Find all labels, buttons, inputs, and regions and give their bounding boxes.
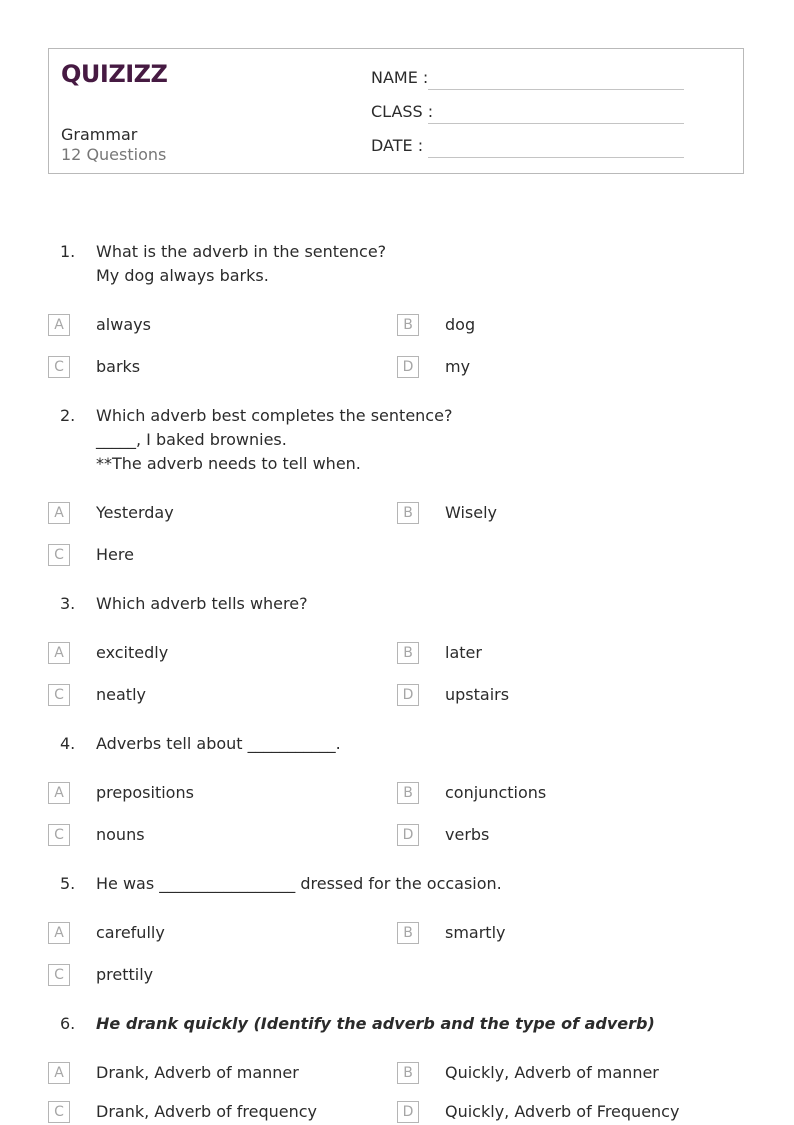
option-letter: B <box>397 1062 419 1084</box>
question-count: 12 Questions <box>61 145 167 164</box>
option-text: prepositions <box>96 783 194 802</box>
date-label: DATE : <box>371 136 424 155</box>
option-letter: B <box>397 642 419 664</box>
option-text: prettily <box>96 965 154 984</box>
option-letter: C <box>48 964 70 986</box>
option-text: Yesterday <box>96 503 174 522</box>
option-letter: A <box>48 502 70 524</box>
option-text: smartly <box>445 923 506 942</box>
option-letter: D <box>397 1101 419 1123</box>
question-text: **The adverb needs to tell when. <box>96 454 361 473</box>
option-letter: A <box>48 782 70 804</box>
option-text: barks <box>96 357 141 376</box>
quizizz-logo: QUIZIZZ <box>61 60 168 88</box>
name-line[interactable] <box>428 89 684 90</box>
option-text: verbs <box>445 825 490 844</box>
option-text: Drank, Adverb of manner <box>96 1063 299 1082</box>
question-number: 2. <box>60 406 76 425</box>
question-number: 4. <box>60 734 76 753</box>
question-text: My dog always barks. <box>96 266 269 285</box>
option-text: neatly <box>96 685 146 704</box>
option-letter: C <box>48 824 70 846</box>
option-text: conjunctions <box>445 783 547 802</box>
question-number: 3. <box>60 594 76 613</box>
name-label: NAME : <box>371 68 429 87</box>
question-number: 1. <box>60 242 76 261</box>
option-text: nouns <box>96 825 145 844</box>
question-number: 6. <box>60 1014 76 1033</box>
date-line[interactable] <box>428 157 684 158</box>
worksheet-title: Grammar <box>61 125 138 144</box>
option-text: later <box>445 643 482 662</box>
question-text: He was _________________ dressed for the occasion. <box>96 874 502 893</box>
question-text: Which adverb best completes the sentence? <box>96 406 453 425</box>
question-number: 5. <box>60 874 76 893</box>
option-text: excitedly <box>96 643 169 662</box>
option-text: my <box>445 357 471 376</box>
question-text: _____, I baked brownies. <box>96 430 287 449</box>
option-text: Drank, Adverb of frequency <box>96 1102 317 1121</box>
option-letter: D <box>397 684 419 706</box>
option-text: Quickly, Adverb of manner <box>445 1063 659 1082</box>
option-text: Wisely <box>445 503 498 522</box>
question-text: What is the adverb in the sentence? <box>96 242 387 261</box>
option-text: always <box>96 315 151 334</box>
option-letter: A <box>48 922 70 944</box>
option-letter: D <box>397 824 419 846</box>
class-line[interactable] <box>428 123 684 124</box>
class-label: CLASS : <box>371 102 434 121</box>
option-letter: D <box>397 356 419 378</box>
option-letter: B <box>397 922 419 944</box>
question-text: He drank quickly (Identify the adverb and the type of adverb) <box>96 1014 655 1033</box>
option-letter: A <box>48 642 70 664</box>
option-letter: B <box>397 502 419 524</box>
option-text: Quickly, Adverb of Frequency <box>445 1102 680 1121</box>
option-text: dog <box>445 315 476 334</box>
question-text: Which adverb tells where? <box>96 594 308 613</box>
option-letter: A <box>48 314 70 336</box>
option-letter: C <box>48 684 70 706</box>
option-letter: C <box>48 1101 70 1123</box>
option-letter: C <box>48 356 70 378</box>
option-letter: B <box>397 314 419 336</box>
option-text: carefully <box>96 923 165 942</box>
question-text: Adverbs tell about ___________. <box>96 734 341 753</box>
option-letter: A <box>48 1062 70 1084</box>
option-text: upstairs <box>445 685 510 704</box>
option-letter: C <box>48 544 70 566</box>
option-letter: B <box>397 782 419 804</box>
option-text: Here <box>96 545 134 564</box>
